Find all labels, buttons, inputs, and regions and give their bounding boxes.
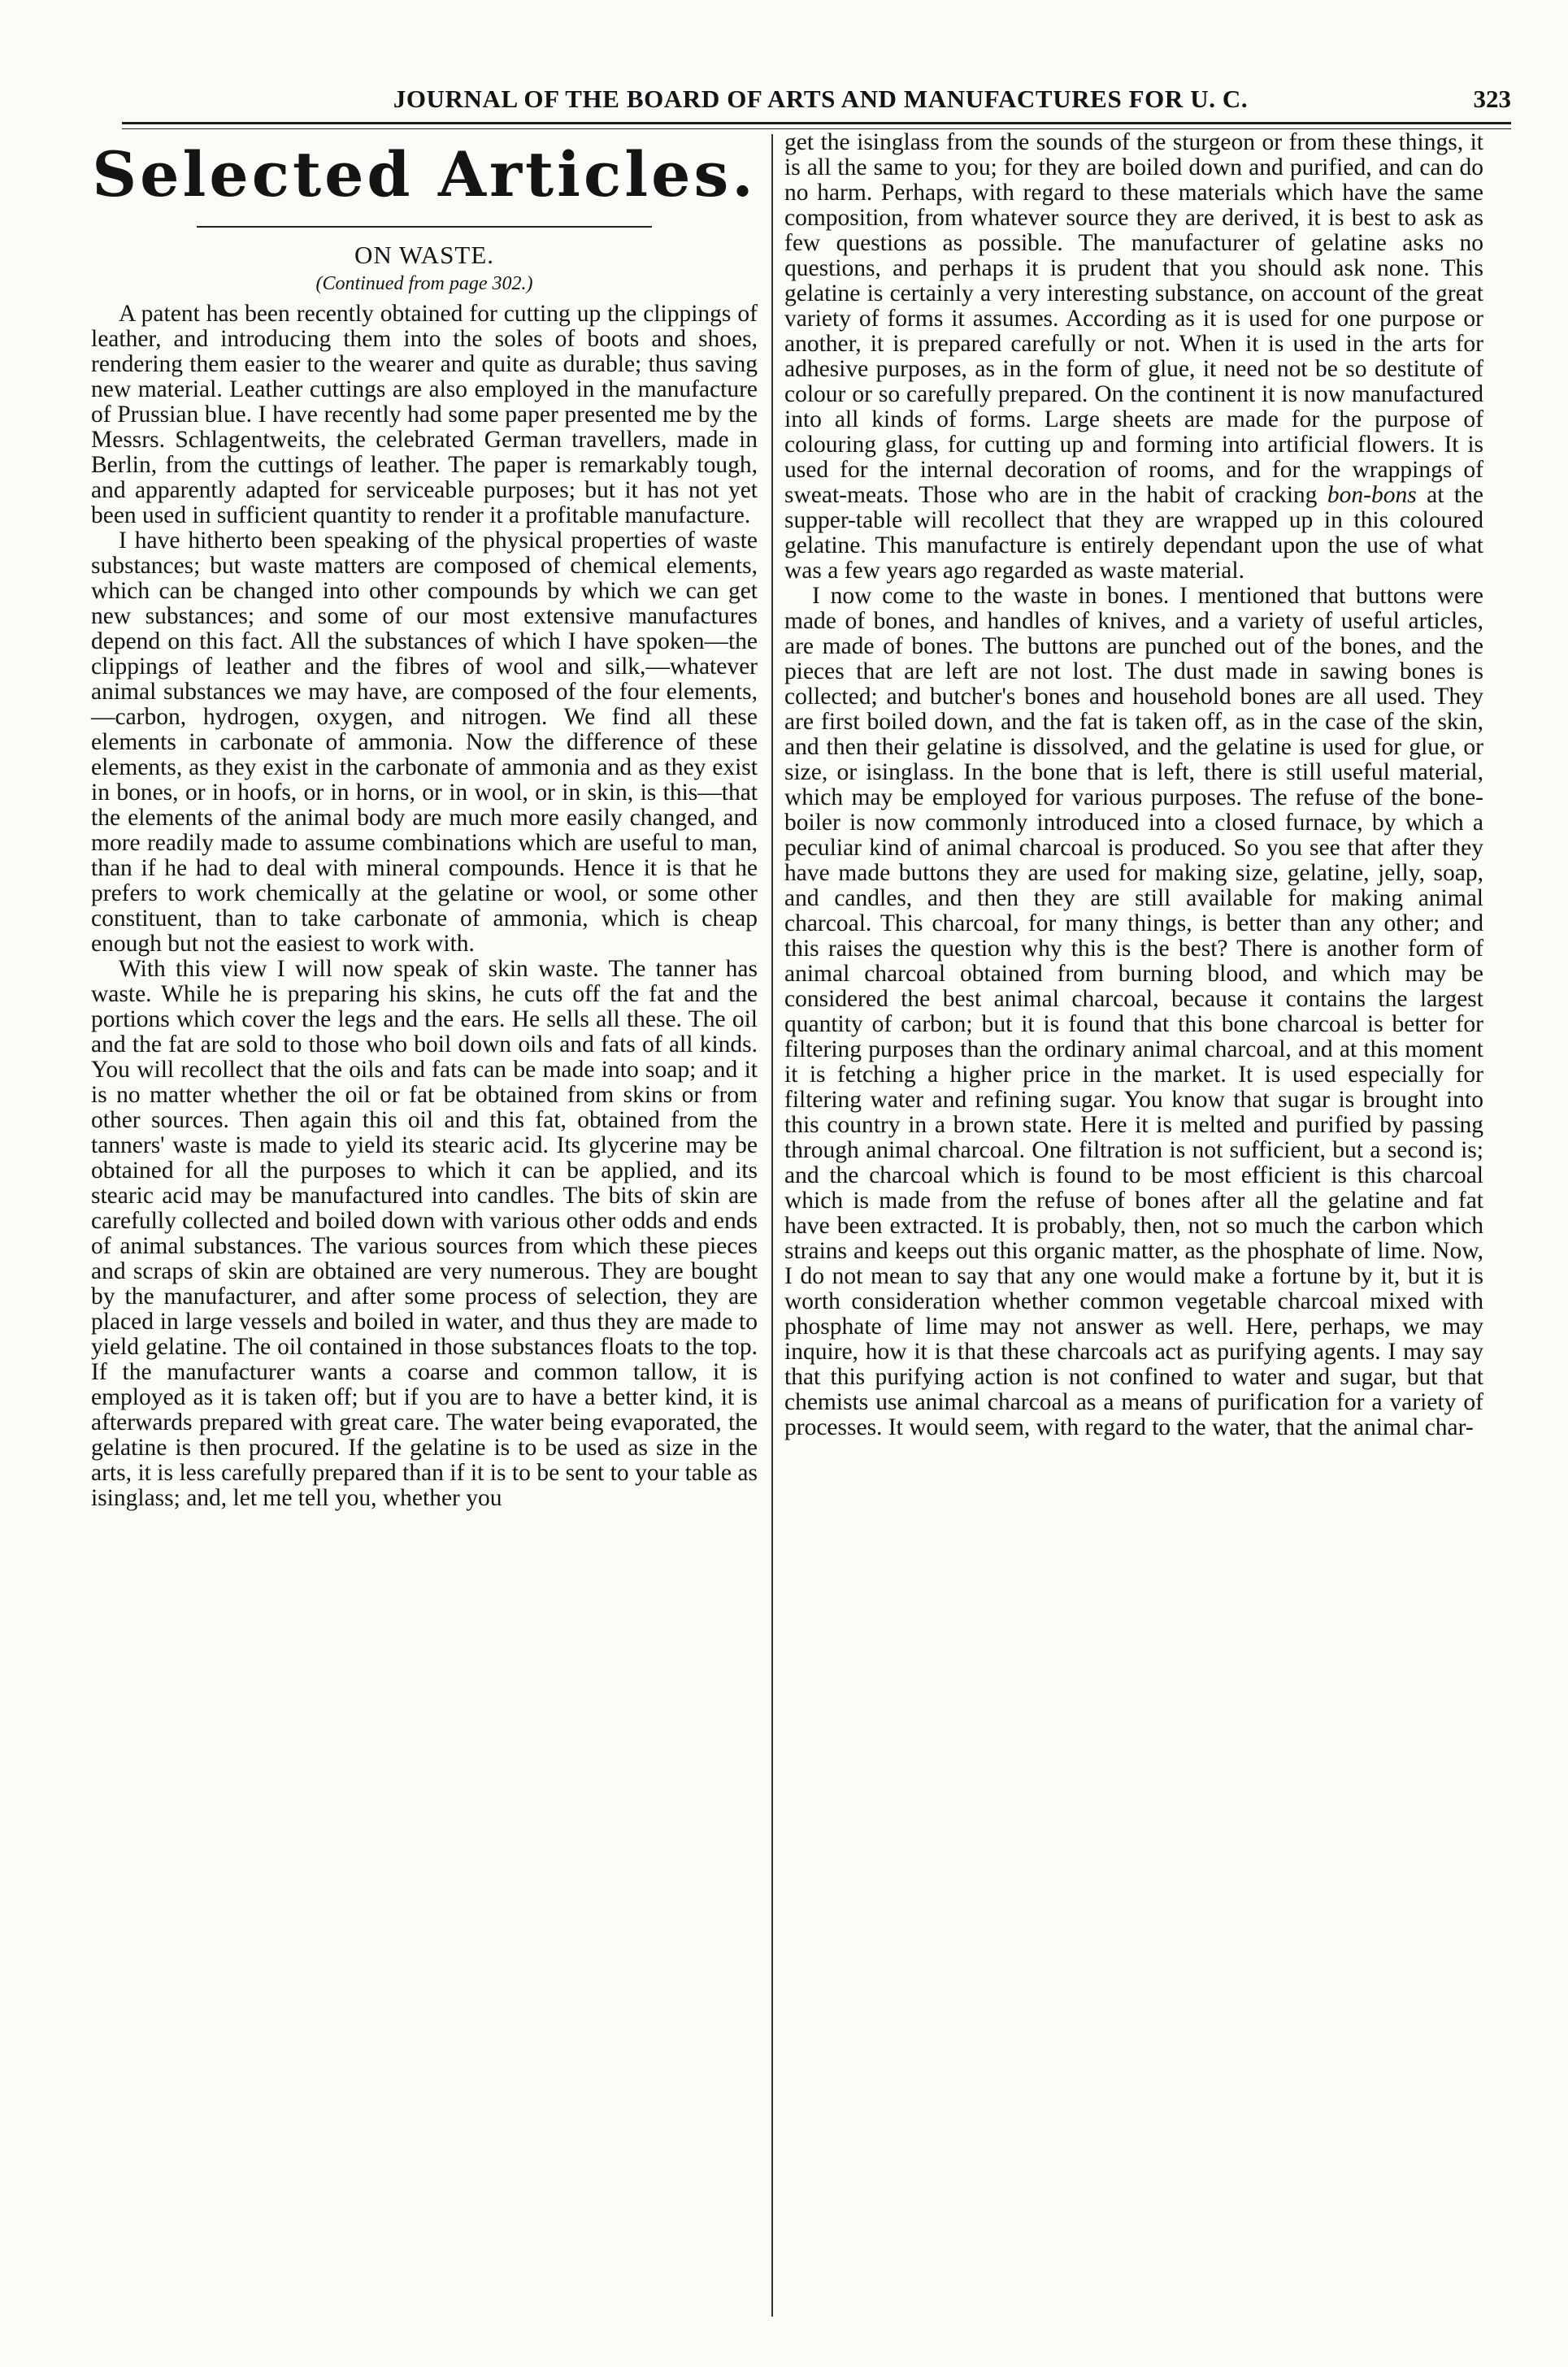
paragraph xyxy=(784,130,1483,584)
article-title: ON WASTE. xyxy=(354,241,495,269)
paragraph: A patent has been recently obtained for cutting up the clippings of leather, and introducing them into the soles of boots and shoes, rendering them easier to the wearer and quite as durable; thus saving new material. Leather cuttings are also employed in the manufacture of Prussian blue. I have recently had some paper presented me by the Messrs. Schlagentweits, the celebrated German travellers, made in Berlin, from the cuttings of leather. The paper is remarkably tough, and apparently adapted for serviceable purposes; but it has not yet been used in sufficient quantity to render it a profitable manufacture. xyxy=(91,301,758,528)
running-head xyxy=(122,65,1511,114)
column-divider xyxy=(771,134,773,2317)
banner-rule xyxy=(197,226,652,228)
paragraph: I now come to the waste in bones. I mentioned that buttons were made of bones, and handles of knives, and a variety of useful articles, are made of bones. The buttons are punched out of the bones, and the pieces that are left are not lost. The dust made in sawing bones is collected; and butcher's bones and household bones are all used. They are first boiled down, and the fat is taken off, as in the case of the skin, and then their gelatine is dissolved, and the gelatine is used for glue, or size, or isinglass. In the bone that is left, there is still useful material, which may be employed for various purposes. The refuse of the bone-boiler is now commonly introduced into a closed furnace, by which a peculiar kind of animal charcoal is produced. So you see that after they have made buttons they are used for making size, gelatine, jelly, soap, and candles, and then they are still available for making animal charcoal. This charcoal, for many things, is better than any other; and this raises the question why this is the best? There is another form of animal charcoal obtained from burning blood, and which may be considered the best animal charcoal, because it contains the largest quantity of carbon; but it is found that this bone charcoal is better for filtering purposes than the ordinary animal charcoal, and at this moment it is fetching a higher price in the market. It is used especially for filtering water and refining sugar. You know that sugar is brought into this country in a brown state. Here it is melted and purified by passing through animal charcoal. One filtration is not sufficient, but a second is; and the charcoal which is found to be most efficient is this charcoal which is made from the refuse of bones after all the gelatine and fat have been extracted. It is probably, then, not so much the carbon which strains and keeps out this organic matter, as the phosphate of lime. Now, I do not mean to say that any one would make a fortune by it, but it is worth consideration whether common vegetable charcoal mixed with phosphate of lime may not answer as well. Here, perhaps, we may inquire, how it is that these charcoals act as purifying agents. I may say that this purifying action is not confined to water and sugar, but that chemists use animal charcoal as a means of purification for a variety of processes. It would seem, with regard to the water, that the animal char- xyxy=(784,583,1483,1440)
header-rule xyxy=(122,122,1511,124)
italic-term: bon-bons xyxy=(1327,482,1417,508)
paragraph: I have hitherto been speaking of the physical properties of waste substances; but waste matters are composed of chemical elements, which can be changed into other compounds by which we can get new substances; and some of our most extensive manufactures depend on this fact. All the substances of which I have spoken—the clippings of leather and the fibres of wool and silk,—whatever animal substances we may have, are composed of the four elements,—carbon, hydrogen, oxygen, and nitrogen. We find all these elements in carbonate of ammonia. Now the difference of these elements, as they exist in the carbonate of ammonia and as they exist in bones, or in hoofs, or in horns, or in wool, or in skin, is this—that the elements of the animal body are much more easily changed, and more readily made to assume combinations which are useful to man, than if he had to deal with mineral compounds. Hence it is that he prefers to work chemically at the gelatine or wool, or some other constituent, than to take carbonate of ammonia, which is cheap enough but not the easiest to work with. xyxy=(91,528,758,957)
paragraph-text: at the supper-table will recollect that they are wrapped up in this coloured gelatine. This manufacture is entirely dependant upon the use of what was a few years ago regarded as waste material. xyxy=(784,482,1483,584)
left-column xyxy=(91,130,758,1511)
paragraph-text: get the isinglass from the sounds of the sturgeon or from these things, it is all the same to you; for they are boiled down and purified, and can do no harm. Perhaps, with regard to these materials which have the same composition, from whatever source they are derived, it is best to ask as few questions as possible. The manufacturer of gelatine asks no questions, and perhaps it is prudent that you should ask none. This gelatine is certainly a very interesting substance, on account of the great variety of forms it assumes. According as it is used for one purpose or another, it is prepared carefully or not. When it is used in the arts for adhesive purposes, as in the form of glue, it need not be so destitute of colour or so carefully prepared. On the continent it is now manufactured into all kinds of forms. Large sheets are made for the purpose of colouring glass, for cutting up and forming into artificial flowers. It is used for the internal decoration of rooms, and for the wrappings of sweat-meats. Those who are in the habit of cracking xyxy=(784,129,1483,508)
page-number: 323 xyxy=(1473,85,1511,113)
continued-note: (Continued from page 302.) xyxy=(315,273,533,294)
paragraph: With this view I will now speak of skin waste. The tanner has waste. While he is preparing his skins, he cuts off the fat and the portions which cover the legs and the ears. He sells all these. The oil and the fat are sold to those who boil down oils and fats of all kinds. You will recollect that the oils and fats can be made into soap; and it is no matter whether the oil or fat be obtained from skins or from other sources. Then again this oil and this fat, obtained from the tanners' waste is made to yield its stearic acid. Its glycerine may be obtained for all the purposes to which it can be applied, and its stearic acid may be manufactured into candles. The bits of skin are carefully collected and boiled down with various other odds and ends of animal substances. The various sources from which these pieces and scraps of skin are obtained are very numerous. They are bought by the manufacturer, and after some process of selection, they are placed in large vessels and boiled in water, and thus they are made to yield gelatine. The oil contained in those substances floats to the top. If the manufacturer wants a coarse and common tallow, it is employed as it is taken off; but if you are to have a better kind, it is afterwards prepared with great care. The water being evaporated, the gelatine is then procured. If the gelatine is to be used as size in the arts, it is less carefully prepared than if it is to be sent to your table as isinglass; and, let me tell you, whether you xyxy=(91,956,758,1511)
right-column xyxy=(784,130,1483,1440)
running-title: JOURNAL OF THE BOARD OF ARTS AND MANUFACTURES FOR U. C. xyxy=(393,85,1249,113)
section-banner: Selected Articles. xyxy=(92,138,757,211)
